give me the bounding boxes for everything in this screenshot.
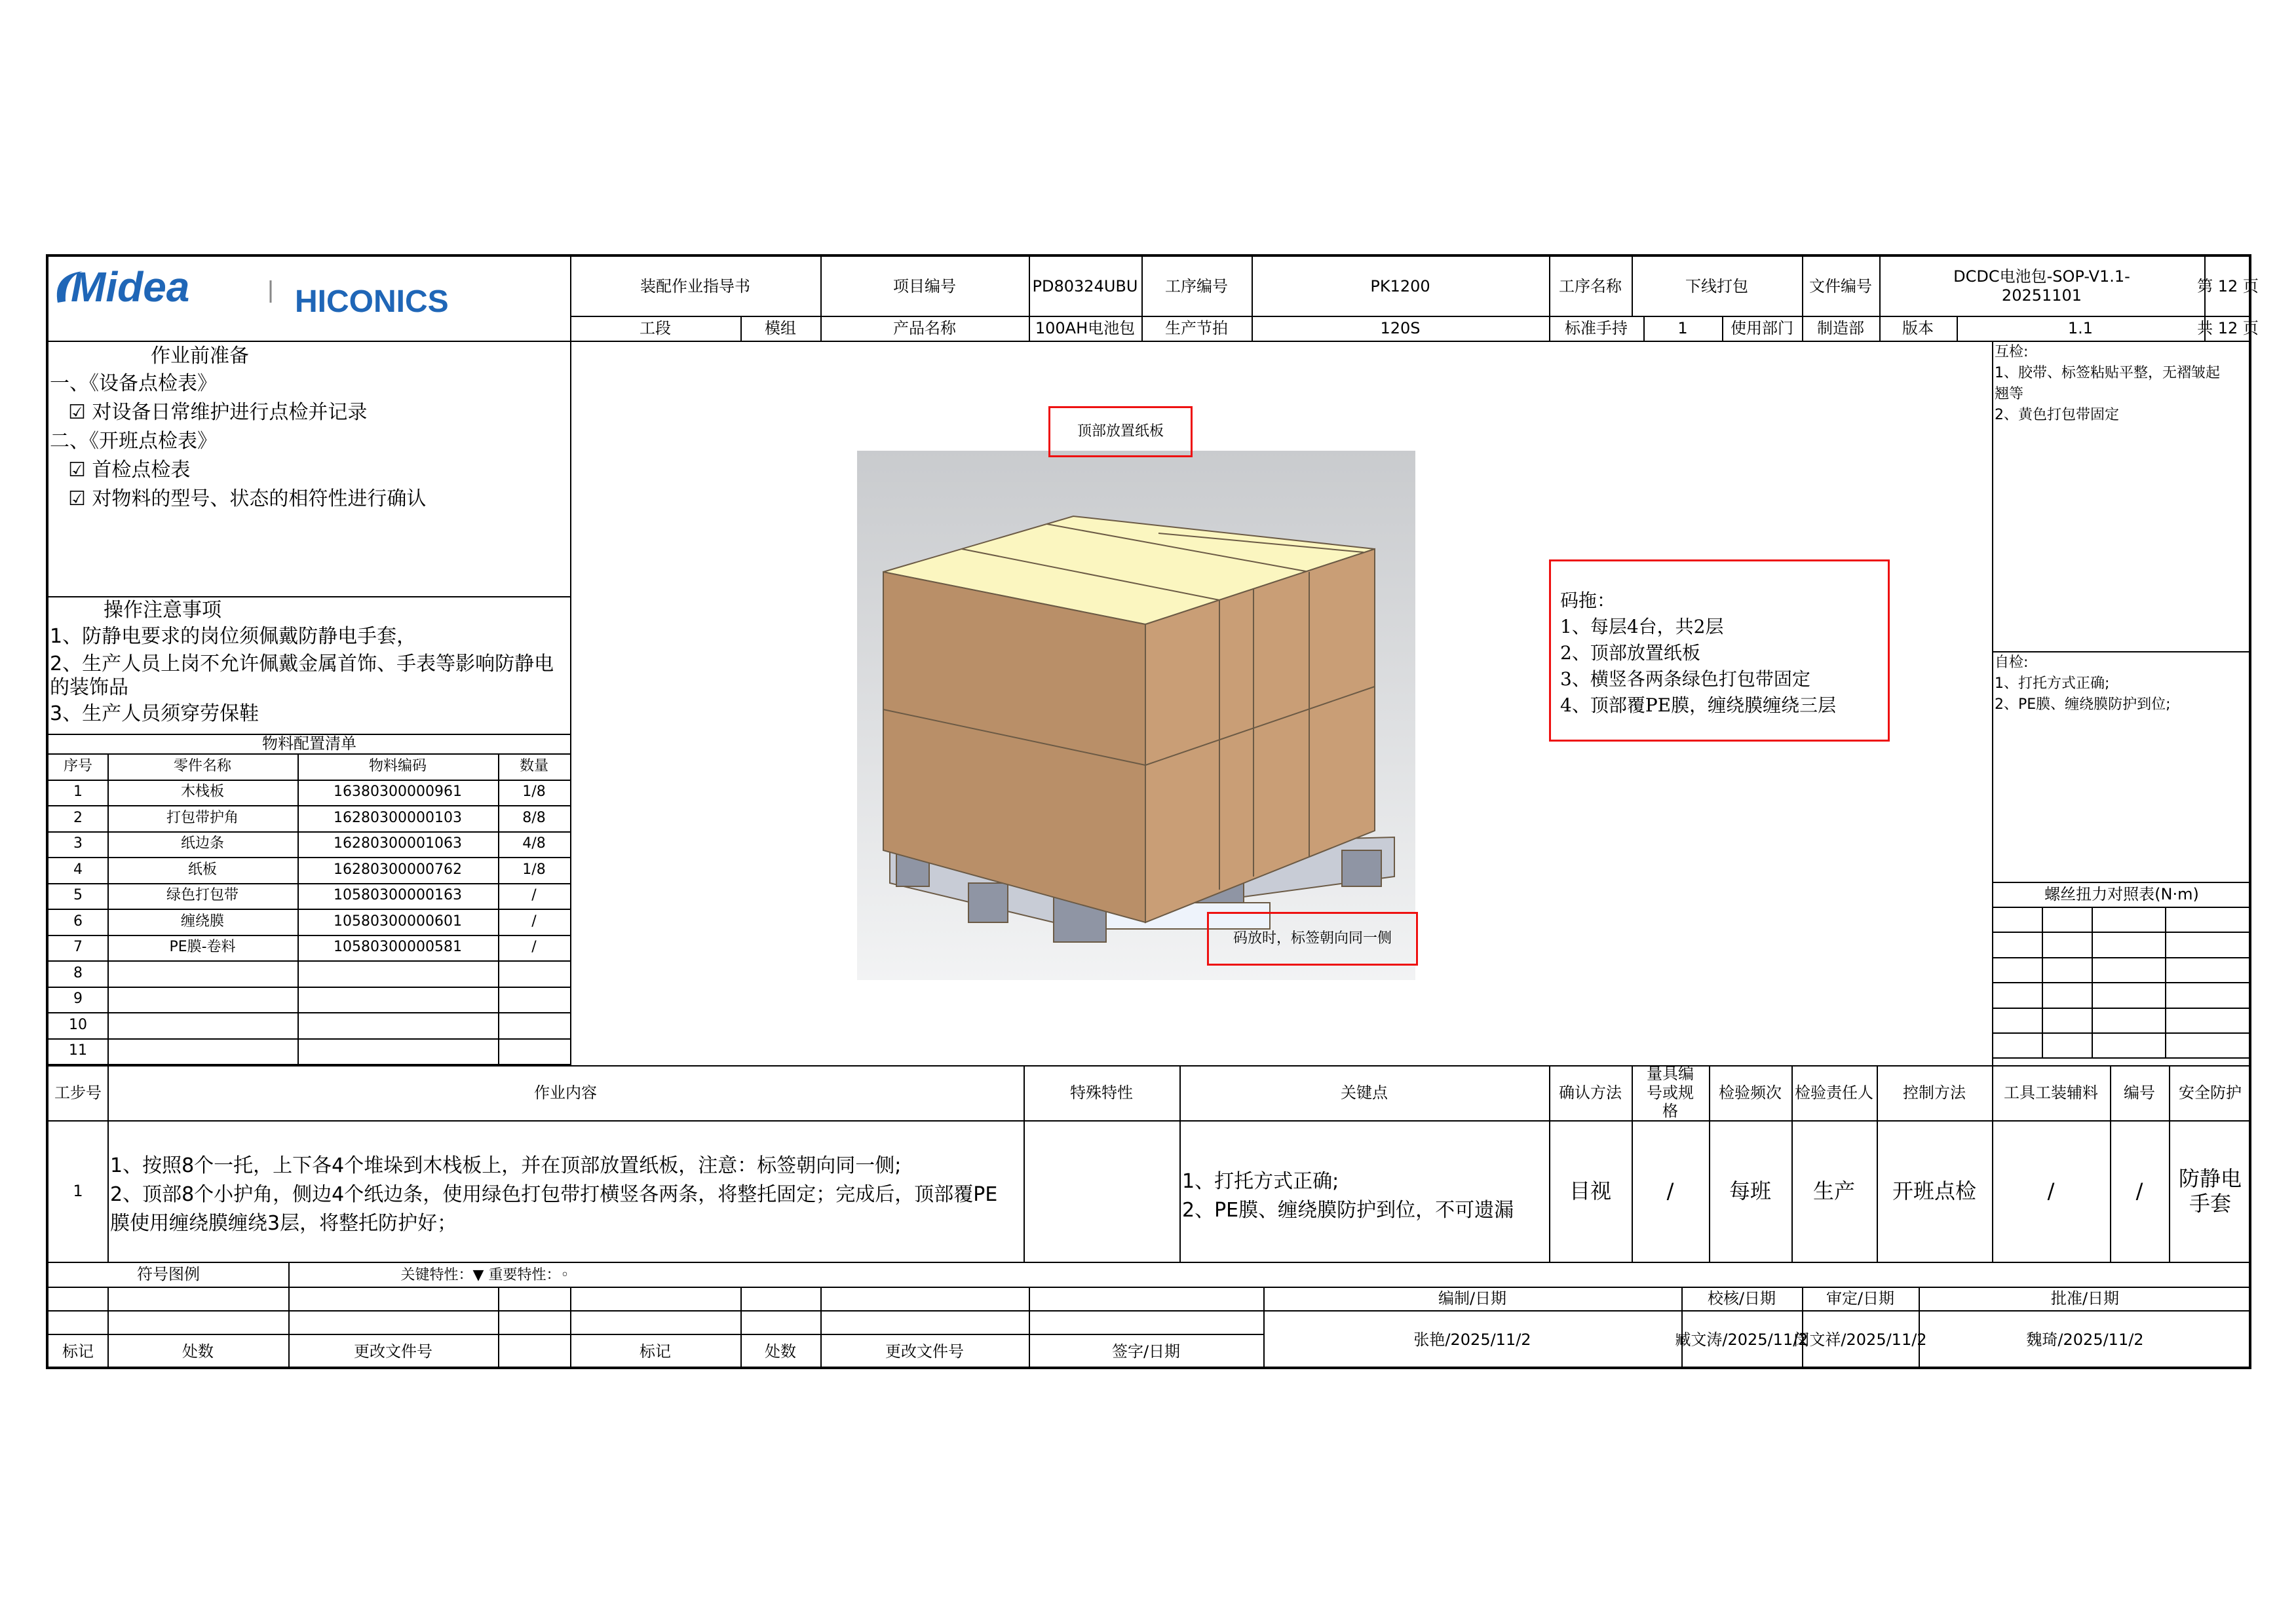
step-content [110, 1152, 997, 1238]
mutual-check [1995, 342, 2251, 426]
stacking-note [1549, 559, 1890, 742]
top-label-box [1048, 406, 1193, 457]
rule [1992, 907, 2251, 908]
note-line: 2、顶部放置纸板 [1560, 642, 1700, 664]
key-point-line: 2、PE膜、缠绕膜防护到位，不可遗漏 [1182, 1199, 1514, 1222]
note-line: 4、顶部覆PE膜，缠绕膜缠绕三层 [1560, 694, 1837, 716]
std-hands-label: 标准手持 [1565, 318, 1628, 337]
materials-cell: 1 [73, 784, 83, 801]
footer-count: 处数 [765, 1342, 796, 1361]
self-line: 1、打托方式正确; [1995, 675, 2110, 692]
caution-line: 1、防静电要求的岗位须佩戴防静电手套， [50, 625, 417, 648]
footer-mark: 标记 [640, 1342, 671, 1361]
caution-line: 的装饰品 [50, 676, 128, 699]
step-header: 编号 [2124, 1083, 2155, 1102]
materials-cell: / [531, 913, 537, 930]
step-safety: 防静电手套 [2178, 1165, 2242, 1216]
step-header: 安全防护 [2179, 1083, 2242, 1102]
step-no: 1 [73, 1181, 83, 1200]
materials-cell: 4 [73, 861, 83, 878]
midea-logo-text: Midea [71, 263, 190, 311]
legend-text: 关键特性：▼ 重要特性：◦ [400, 1266, 569, 1283]
legend-label: 符号图例 [137, 1264, 200, 1283]
step-freq: 每班 [1729, 1178, 1771, 1203]
step-header: 特殊特性 [1070, 1083, 1133, 1102]
rule [2165, 907, 2166, 1057]
project-no-label: 项目编号 [893, 276, 956, 295]
materials-cell [297, 987, 498, 1013]
footer-check-label: 校核/日期 [1707, 1289, 1776, 1308]
materials-cell [498, 1038, 570, 1065]
total-pages: 共 12 页 [2197, 318, 2259, 337]
prep-line: ☑ 对物料的型号、状态的相符性进行确认 [68, 487, 427, 510]
materials-cell: / [531, 939, 537, 956]
step-header: 控制方法 [1903, 1083, 1966, 1102]
module-label: 模组 [765, 318, 796, 337]
materials-cell: 1/8 [522, 784, 546, 801]
sop-sheet [46, 254, 2259, 1369]
file-no: DCDC电池包-SOP-V1.1-20251101 [1953, 267, 2130, 305]
footer-compile-value: 张艳/2025/11/2 [1413, 1330, 1531, 1349]
step-control: 开班点检 [1892, 1178, 1976, 1203]
materials-cell: 木栈板 [180, 784, 224, 801]
materials-cell [107, 960, 297, 987]
materials-cell: 8/8 [522, 809, 546, 826]
std-hands: 1 [1677, 318, 1688, 337]
step-header: 量具编号或规格 [1647, 1064, 1694, 1121]
step-header: 工步号 [54, 1083, 102, 1102]
prep-line: 二、《开班点检表》 [50, 430, 217, 453]
footer-approve-value: 魏琦/2025/11/2 [2026, 1330, 2144, 1349]
materials-cell [498, 987, 570, 1013]
note-line: 1、每层4台，共2层 [1560, 616, 1724, 637]
footer-check-value: 臧文涛/2025/11/2 [1675, 1330, 1808, 1349]
rule [2042, 907, 2043, 1057]
rule [1992, 957, 2251, 958]
materials-cell: 6 [73, 913, 83, 930]
materials-cell: 10580300000581 [334, 939, 462, 956]
footer-count: 处数 [182, 1342, 214, 1361]
mutual-title: 互检: [1995, 344, 2029, 360]
dept-label: 使用部门 [1731, 318, 1793, 337]
materials-cell: 4/8 [522, 835, 546, 852]
step-header: 检验责任人 [1795, 1083, 1873, 1102]
materials-cell [498, 960, 570, 987]
step-header: 确认方法 [1559, 1083, 1622, 1102]
mutual-line: 翘等 [1995, 386, 2024, 402]
note-title: 码拖： [1560, 590, 1616, 611]
materials-cell: 16280300000762 [334, 861, 462, 878]
materials-cell [297, 960, 498, 987]
prep-line: ☑ 首检点检表 [68, 459, 191, 482]
materials-cell: 8 [73, 964, 83, 981]
proc-name-label: 工序名称 [1559, 276, 1622, 295]
footer-change: 更改文件号 [354, 1342, 432, 1361]
step-header: 关键点 [1341, 1083, 1388, 1102]
step-resp: 生产 [1812, 1178, 1855, 1203]
footer-review-label: 审定/日期 [1826, 1289, 1895, 1308]
materials-cell: 2 [73, 809, 83, 826]
file-no-label: 文件编号 [1809, 276, 1872, 295]
materials-cell: 5 [73, 887, 83, 904]
footer-mark: 标记 [62, 1342, 94, 1361]
materials-cell: 16380300000961 [334, 784, 462, 801]
materials-cell [107, 987, 297, 1013]
rule [2092, 907, 2093, 1057]
self-title: 自检: [1995, 654, 2029, 671]
materials-cell [107, 1012, 297, 1038]
materials-cell: 1/8 [522, 861, 546, 878]
version: 1.1 [2067, 318, 2094, 337]
materials-cell: PE膜-卷料 [169, 939, 236, 956]
product-name: 100AH电池包 [1035, 318, 1136, 337]
materials-cell: 纸板 [187, 861, 217, 878]
prep-line: ☑ 对设备日常维护进行点检并记录 [68, 401, 368, 424]
caution-title: 操作注意事项 [104, 599, 221, 622]
hiconics-logo: HICONICS [295, 284, 449, 319]
rule [498, 1287, 499, 1369]
note-line: 3、横竖各两条绿色打包带固定 [1560, 668, 1810, 690]
materials-cell: 打包带护角 [166, 809, 239, 826]
materials-cell [297, 1038, 498, 1065]
materials-cell: 7 [73, 939, 83, 956]
materials-cell: 9 [73, 991, 83, 1008]
torque-title: 螺丝扭力对照表(N·m) [2044, 884, 2199, 903]
step-content-line: 膜使用缠绕膜缠绕3层，将整托防护好； [110, 1212, 457, 1235]
materials-cell: 10580300000163 [334, 887, 462, 904]
step-header: 作业内容 [534, 1083, 597, 1102]
rule [1992, 982, 2251, 983]
pallet-image [857, 451, 1415, 980]
proc-no: PK1200 [1370, 276, 1430, 295]
materials-cell: 纸边条 [180, 835, 224, 852]
caution-line: 2、生产人员上岗不允许佩戴金属首饰、手表等影响防静电 [50, 652, 554, 675]
step-content-line: 1、按照8个一托，上下各4个堆垛到木栈板上，并在顶部放置纸板，注意：标签朝向同一侧; [110, 1154, 902, 1177]
step-method: 目视 [1569, 1178, 1611, 1203]
project-no: PD80324UBU [1032, 276, 1138, 295]
mutual-line: 2、黄色打包带固定 [1995, 407, 2119, 423]
takt: 120S [1380, 318, 1421, 337]
side-label-box [1207, 912, 1418, 966]
materials-cell [297, 1012, 498, 1038]
dept: 制造部 [1817, 318, 1864, 337]
materials-cell: 16280300001063 [334, 835, 462, 852]
page-no: 第 12 页 [2197, 276, 2259, 295]
special-char [1024, 1120, 1179, 1262]
proc-name: 下线打包 [1685, 276, 1748, 295]
step-header: 工具工装辅料 [2004, 1083, 2098, 1102]
top-label: 顶部放置纸板 [1077, 423, 1164, 440]
materials-header: 数量 [519, 757, 548, 774]
rule [1992, 1008, 2251, 1009]
self-line: 2、PE膜、缠绕膜防护到位; [1995, 696, 2171, 713]
midea-logo [51, 262, 287, 314]
side-label: 码放时，标签朝向同一侧 [1233, 930, 1392, 947]
rule [1992, 1032, 2251, 1034]
mutual-line: 1、胶带、标签粘贴平整，无褶皱起 [1995, 365, 2220, 381]
step-tool: / [2047, 1178, 2055, 1203]
prep-line: 一、《设备点检表》 [50, 372, 217, 395]
product-name-label: 产品名称 [893, 318, 956, 337]
proc-no-label: 工序编号 [1165, 276, 1228, 295]
footer-compile-label: 编制/日期 [1438, 1289, 1507, 1308]
footer-review-value: 闵文祥/2025/11/2 [1793, 1330, 1927, 1349]
materials-cell: / [531, 887, 537, 904]
step-code: / [2135, 1178, 2143, 1203]
materials-cell: 绿色打包带 [166, 887, 239, 904]
materials-cell: 3 [73, 835, 83, 852]
rule [1992, 1057, 2251, 1059]
footer-approve-label: 批准/日期 [2050, 1289, 2120, 1308]
materials-title: 物料配置清单 [262, 734, 356, 753]
stage-label: 工段 [640, 318, 671, 337]
doc-title: 装配作业指导书 [640, 276, 750, 295]
materials-cell: 10580300000601 [334, 913, 462, 930]
step-header: 检验频次 [1719, 1083, 1782, 1102]
prep-title: 作业前准备 [151, 345, 249, 368]
materials-cell: 16280300000103 [334, 809, 462, 826]
takt-label: 生产节拍 [1165, 318, 1228, 337]
materials-header: 物料编码 [368, 757, 427, 774]
caution-line: 3、生产人员须穿劳保鞋 [50, 702, 259, 725]
key-point-line: 1、打托方式正确; [1182, 1170, 1339, 1193]
footer-change: 更改文件号 [885, 1342, 964, 1361]
materials-header: 零件名称 [173, 757, 231, 774]
midea-swoosh-icon [51, 262, 287, 314]
key-points [1182, 1167, 1514, 1225]
materials-cell: 11 [69, 1042, 87, 1059]
materials-cell [498, 1012, 570, 1038]
step-gauge: / [1666, 1178, 1674, 1203]
footer-sign: 签字/日期 [1111, 1342, 1181, 1361]
self-check [1995, 652, 2251, 715]
version-label: 版本 [1902, 318, 1934, 337]
materials-cell [107, 1038, 297, 1065]
materials-header: 序号 [63, 757, 92, 774]
step-content-line: 2、顶部8个小护角，侧边4个纸边条，使用绿色打包带打横竖各两条，将整托固定；完成后，顶部覆PE [110, 1183, 998, 1206]
materials-cell: 缠绕膜 [180, 913, 224, 930]
rule [1992, 932, 2251, 933]
materials-cell: 10 [69, 1016, 87, 1033]
